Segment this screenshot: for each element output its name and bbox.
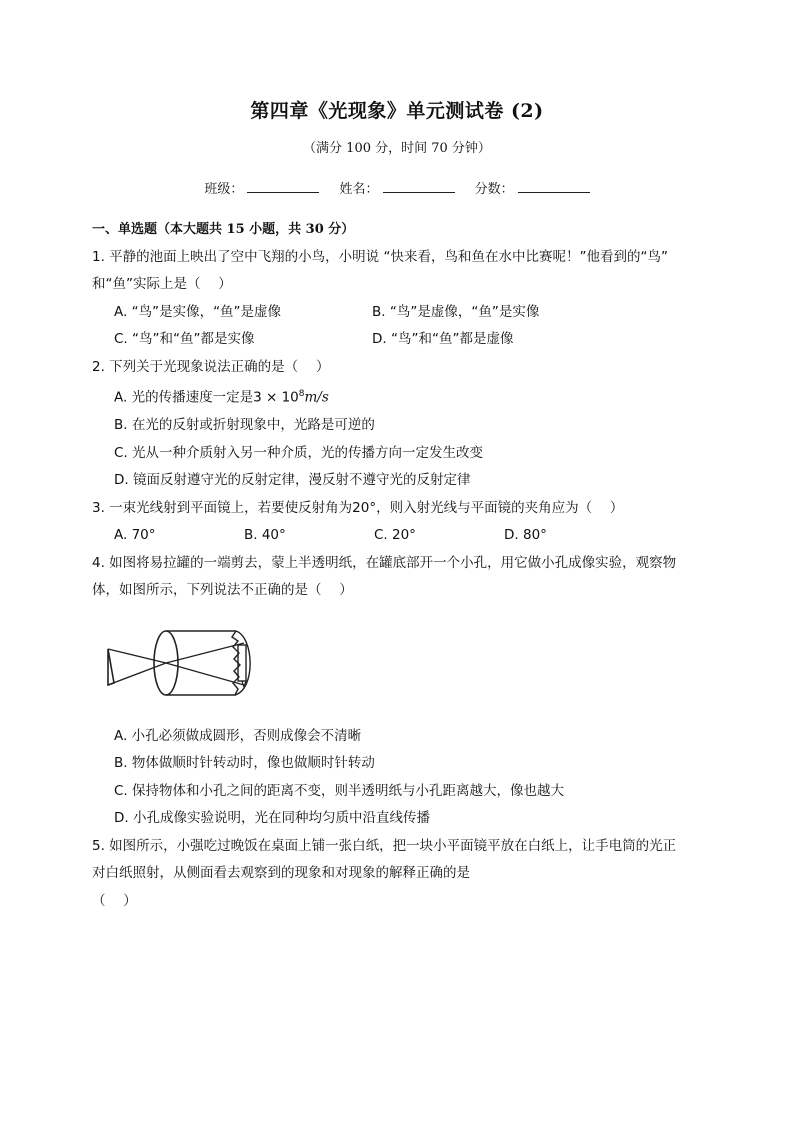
student-info-row xyxy=(0,178,794,197)
option-c: C. 20° xyxy=(374,527,416,543)
can-cut-edge xyxy=(232,631,240,695)
option-c: C. 光从一种介质射入另一种介质，光的传播方向一定发生改变 xyxy=(114,444,484,461)
option-a xyxy=(92,381,706,412)
name-blank xyxy=(383,180,455,193)
score-label: 分数： xyxy=(474,182,514,197)
class-blank xyxy=(247,180,319,193)
image-shape xyxy=(238,645,246,681)
score-blank xyxy=(518,180,590,193)
question-5 xyxy=(92,833,706,916)
formula-base: 3 × 10 xyxy=(253,389,299,406)
option-a: A. “鸟”是实像，“鱼”是虚像 xyxy=(114,303,282,320)
question-4-stem-line2: 体，如图所示，下列说法不正确的是（ ） xyxy=(92,582,353,598)
question-5-stem-line1: 5. 如图所示，小强吃过晚饭在桌面上铺一张白纸，把一块小平面镜平放在白纸上，让手电筒的光正 xyxy=(92,837,677,854)
option-b: B. “鸟”是虚像，“鱼”是实像 xyxy=(372,303,540,320)
option-a: A. 小孔必须做成圆形，否则成像会不清晰 xyxy=(114,727,362,744)
pinhole-camera-diagram xyxy=(104,623,304,709)
question-3-stem: 3. 一束光线射到平面镜上，若要使反射角为20°，则入射光线与平面镜的夹角应为（ ） xyxy=(92,499,624,516)
option-b: B. 在光的反射或折射现象中，光路是可逆的 xyxy=(114,417,375,433)
question-5-stem-line2: 对白纸照射，从侧面看去观察到的现象和对现象的解释正确的是 xyxy=(92,865,470,881)
ray-bottom xyxy=(108,663,166,685)
formula-exponent: 8 xyxy=(298,389,305,399)
name-label: 姓名： xyxy=(339,182,379,197)
ray-top xyxy=(108,649,166,663)
question-5-stem-line3: （ ） xyxy=(92,892,137,909)
option-b: B. 40° xyxy=(244,527,286,543)
question-4-stem-line1: 4. 如图将易拉罐的一端剪去，蒙上半透明纸，在罐底部开一个小孔，用它做小孔成像实验，观察物 xyxy=(92,554,677,571)
name-field xyxy=(339,178,454,197)
question-1-options-row2 xyxy=(92,326,706,354)
question-3-options xyxy=(92,522,706,550)
option-d: D. 小孔成像实验说明，光在同种均匀质中沿直线传播 xyxy=(114,810,430,826)
question-1-stem-line2: 和“鱼”实际上是（ ） xyxy=(92,276,232,292)
question-1-stem-line1: 1. 平静的池面上映出了空中飞翔的小鸟，小明说 “快来看，鸟和鱼在水中比赛呢！”他看到的“鸟” xyxy=(92,248,668,265)
class-field xyxy=(204,178,319,197)
question-2 xyxy=(92,354,706,495)
question-1-options-row1 xyxy=(92,299,706,327)
option-a-text: A. 光的传播速度一定是 xyxy=(114,389,254,406)
question-1 xyxy=(92,244,706,354)
class-label: 班级： xyxy=(204,182,244,197)
question-4 xyxy=(92,550,706,833)
option-a: A. 70° xyxy=(114,527,156,543)
page-subtitle: （满分 100 分，时间 70 分钟） xyxy=(303,141,491,156)
score-field xyxy=(475,178,590,197)
option-d: D. 80° xyxy=(504,527,547,543)
question-3 xyxy=(92,495,706,550)
pinhole-camera-figure xyxy=(92,605,706,723)
page-title: 第四章《光现象》单元测试卷 (2) xyxy=(250,100,544,122)
option-c: C. “鸟”和“鱼”都是实像 xyxy=(114,331,255,347)
option-d: D. 镜面反射遵守光的反射定律，漫反射不遵守光的反射定律 xyxy=(114,472,471,488)
option-d: D. “鸟”和“鱼”都是虚像 xyxy=(372,331,514,347)
option-c: C. 保持物体和小孔之间的距离不变，则半透明纸与小孔距离越大，像也越大 xyxy=(114,782,565,799)
section-heading: 一、单选题（本大题共 15 小题，共 30 分） xyxy=(92,222,355,237)
exam-content xyxy=(92,216,706,915)
object-shape xyxy=(108,649,114,685)
option-b: B. 物体做顺时针转动时，像也做顺时针转动 xyxy=(114,755,375,771)
question-2-stem: 2. 下列关于光现象说法正确的是（ ） xyxy=(92,358,330,375)
formula-unit: m/s xyxy=(304,389,329,406)
